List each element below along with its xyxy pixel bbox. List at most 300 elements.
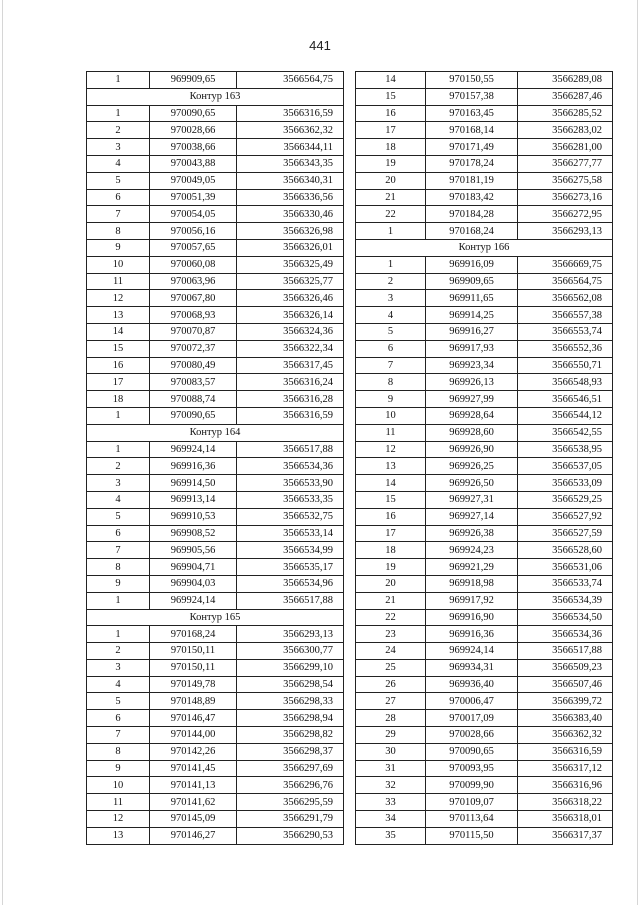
y-coordinate: 3566343,35 <box>237 155 344 172</box>
table-row <box>87 760 344 777</box>
coordinates-table-body <box>87 72 344 845</box>
x-coordinate: 970063,96 <box>150 273 237 290</box>
x-coordinate: 970080,49 <box>150 357 237 374</box>
y-coordinate: 3566316,59 <box>237 407 344 424</box>
y-coordinate: 3566330,46 <box>237 206 344 223</box>
y-coordinate: 3566552,36 <box>518 340 613 357</box>
point-number: 13 <box>356 458 426 475</box>
point-number: 3 <box>356 290 426 307</box>
x-coordinate: 970049,05 <box>150 172 237 189</box>
x-coordinate: 970067,80 <box>150 290 237 307</box>
point-number: 34 <box>356 811 426 828</box>
point-number: 3 <box>87 475 150 492</box>
point-number: 5 <box>87 508 150 525</box>
table-row <box>87 827 344 844</box>
x-coordinate: 970146,27 <box>150 827 237 844</box>
point-number: 3 <box>87 659 150 676</box>
x-coordinate: 969923,34 <box>426 357 518 374</box>
y-coordinate: 3566293,13 <box>237 626 344 643</box>
table-row <box>87 643 344 660</box>
table-row <box>356 525 613 542</box>
y-coordinate: 3566316,24 <box>237 374 344 391</box>
table-row <box>87 508 344 525</box>
table-row <box>87 710 344 727</box>
y-coordinate: 3566322,34 <box>237 340 344 357</box>
x-coordinate: 969928,64 <box>426 407 518 424</box>
point-number: 8 <box>87 743 150 760</box>
point-number: 28 <box>356 710 426 727</box>
x-coordinate: 969927,99 <box>426 391 518 408</box>
y-coordinate: 3566318,22 <box>518 794 613 811</box>
y-coordinate: 3566517,88 <box>237 592 344 609</box>
y-coordinate: 3566281,00 <box>518 139 613 156</box>
point-number: 27 <box>356 693 426 710</box>
y-coordinate: 3566564,75 <box>518 273 613 290</box>
table-row <box>87 441 344 458</box>
point-number: 15 <box>356 491 426 508</box>
table-row <box>356 155 613 172</box>
point-number: 4 <box>87 491 150 508</box>
table-row <box>87 491 344 508</box>
x-coordinate: 969909,65 <box>426 273 518 290</box>
point-number: 9 <box>87 575 150 592</box>
point-number: 16 <box>356 105 426 122</box>
contour-title-row <box>87 424 344 441</box>
table-row <box>87 693 344 710</box>
point-number: 31 <box>356 760 426 777</box>
x-coordinate: 970183,42 <box>426 189 518 206</box>
point-number: 5 <box>356 323 426 340</box>
table-row <box>356 206 613 223</box>
x-coordinate: 970093,95 <box>426 760 518 777</box>
x-coordinate: 970054,05 <box>150 206 237 223</box>
table-row <box>87 727 344 744</box>
y-coordinate: 3566531,06 <box>518 559 613 576</box>
x-coordinate: 969934,31 <box>426 659 518 676</box>
point-number: 21 <box>356 189 426 206</box>
y-coordinate: 3566326,98 <box>237 223 344 240</box>
table-row <box>356 223 613 240</box>
point-number: 23 <box>356 626 426 643</box>
x-coordinate: 970099,90 <box>426 777 518 794</box>
x-coordinate: 969926,25 <box>426 458 518 475</box>
y-coordinate: 3566289,08 <box>518 72 613 89</box>
point-number: 7 <box>356 357 426 374</box>
x-coordinate: 970178,24 <box>426 155 518 172</box>
y-coordinate: 3566553,74 <box>518 323 613 340</box>
x-coordinate: 970141,13 <box>150 777 237 794</box>
point-number: 12 <box>87 290 150 307</box>
point-number: 2 <box>356 273 426 290</box>
table-row <box>356 592 613 609</box>
point-number: 22 <box>356 206 426 223</box>
x-coordinate: 969927,14 <box>426 508 518 525</box>
x-coordinate: 969917,93 <box>426 340 518 357</box>
table-row <box>87 323 344 340</box>
table-row <box>87 189 344 206</box>
y-coordinate: 3566316,59 <box>237 105 344 122</box>
table-row <box>356 391 613 408</box>
point-number: 20 <box>356 172 426 189</box>
point-number: 22 <box>356 609 426 626</box>
x-coordinate: 969913,14 <box>150 491 237 508</box>
y-coordinate: 3566318,01 <box>518 811 613 828</box>
point-number: 5 <box>87 693 150 710</box>
table-row <box>356 659 613 676</box>
table-row <box>87 223 344 240</box>
page-number: 441 <box>309 38 331 53</box>
x-coordinate: 969924,14 <box>150 592 237 609</box>
point-number: 17 <box>87 374 150 391</box>
contour-title-row <box>87 88 344 105</box>
x-coordinate: 970090,65 <box>426 743 518 760</box>
y-coordinate: 3566325,49 <box>237 256 344 273</box>
table-row <box>87 206 344 223</box>
x-coordinate: 969917,92 <box>426 592 518 609</box>
table-row <box>87 777 344 794</box>
y-coordinate: 3566538,95 <box>518 441 613 458</box>
x-coordinate: 970088,74 <box>150 391 237 408</box>
y-coordinate: 3566537,05 <box>518 458 613 475</box>
point-number: 1 <box>356 256 426 273</box>
point-number: 2 <box>87 122 150 139</box>
y-coordinate: 3566324,36 <box>237 323 344 340</box>
table-row <box>87 72 344 89</box>
table-row <box>356 777 613 794</box>
table-row <box>356 407 613 424</box>
y-coordinate: 3566344,11 <box>237 139 344 156</box>
table-row <box>356 139 613 156</box>
x-coordinate: 970090,65 <box>150 407 237 424</box>
y-coordinate: 3566325,77 <box>237 273 344 290</box>
table-row <box>356 458 613 475</box>
contour-title: Контур 165 <box>87 609 344 626</box>
y-coordinate: 3566283,02 <box>518 122 613 139</box>
x-coordinate: 970141,45 <box>150 760 237 777</box>
table-row <box>356 559 613 576</box>
table-row <box>87 239 344 256</box>
point-number: 1 <box>87 626 150 643</box>
table-row <box>87 475 344 492</box>
point-number: 25 <box>356 659 426 676</box>
y-coordinate: 3566534,96 <box>237 575 344 592</box>
table-row <box>87 542 344 559</box>
table-row <box>87 256 344 273</box>
x-coordinate: 969936,40 <box>426 676 518 693</box>
x-coordinate: 969916,36 <box>150 458 237 475</box>
table-row <box>356 475 613 492</box>
y-coordinate: 3566544,12 <box>518 407 613 424</box>
point-number: 8 <box>87 559 150 576</box>
y-coordinate: 3566564,75 <box>237 72 344 89</box>
point-number: 8 <box>87 223 150 240</box>
x-coordinate: 969928,60 <box>426 424 518 441</box>
x-coordinate: 969916,09 <box>426 256 518 273</box>
y-coordinate: 3566300,77 <box>237 643 344 660</box>
x-coordinate: 970142,26 <box>150 743 237 760</box>
point-number: 18 <box>356 542 426 559</box>
x-coordinate: 970144,00 <box>150 727 237 744</box>
y-coordinate: 3566532,75 <box>237 508 344 525</box>
x-coordinate: 970168,14 <box>426 122 518 139</box>
y-coordinate: 3566316,59 <box>518 743 613 760</box>
x-coordinate: 970115,50 <box>426 827 518 844</box>
y-coordinate: 3566298,94 <box>237 710 344 727</box>
point-number: 14 <box>356 72 426 89</box>
y-coordinate: 3566534,36 <box>518 626 613 643</box>
point-number: 4 <box>356 307 426 324</box>
table-row <box>87 407 344 424</box>
table-row <box>87 357 344 374</box>
point-number: 8 <box>356 374 426 391</box>
y-coordinate: 3566317,12 <box>518 760 613 777</box>
point-number: 13 <box>87 307 150 324</box>
point-number: 11 <box>87 794 150 811</box>
y-coordinate: 3566533,14 <box>237 525 344 542</box>
y-coordinate: 3566295,59 <box>237 794 344 811</box>
point-number: 15 <box>356 88 426 105</box>
table-row <box>356 357 613 374</box>
point-number: 7 <box>87 206 150 223</box>
point-number: 4 <box>87 155 150 172</box>
x-coordinate: 970051,39 <box>150 189 237 206</box>
x-coordinate: 970113,64 <box>426 811 518 828</box>
y-coordinate: 3566557,38 <box>518 307 613 324</box>
y-coordinate: 3566562,08 <box>518 290 613 307</box>
point-number: 16 <box>356 508 426 525</box>
point-number: 17 <box>356 525 426 542</box>
table-row <box>356 508 613 525</box>
y-coordinate: 3566290,53 <box>237 827 344 844</box>
x-coordinate: 969921,29 <box>426 559 518 576</box>
y-coordinate: 3566273,16 <box>518 189 613 206</box>
contour-title: Контур 166 <box>356 239 613 256</box>
y-coordinate: 3566326,01 <box>237 239 344 256</box>
point-number: 18 <box>356 139 426 156</box>
y-coordinate: 3566275,58 <box>518 172 613 189</box>
x-coordinate: 970146,47 <box>150 710 237 727</box>
y-coordinate: 3566533,35 <box>237 491 344 508</box>
table-row <box>87 626 344 643</box>
y-coordinate: 3566297,69 <box>237 760 344 777</box>
y-coordinate: 3566272,95 <box>518 206 613 223</box>
point-number: 4 <box>87 676 150 693</box>
point-number: 14 <box>356 475 426 492</box>
point-number: 2 <box>87 643 150 660</box>
table-row <box>356 441 613 458</box>
x-coordinate: 969916,36 <box>426 626 518 643</box>
point-number: 19 <box>356 155 426 172</box>
point-number: 13 <box>87 827 150 844</box>
y-coordinate: 3566527,92 <box>518 508 613 525</box>
x-coordinate: 969904,03 <box>150 575 237 592</box>
x-coordinate: 970171,49 <box>426 139 518 156</box>
x-coordinate: 969904,71 <box>150 559 237 576</box>
point-number: 21 <box>356 592 426 609</box>
table-row <box>356 827 613 844</box>
y-coordinate: 3566528,60 <box>518 542 613 559</box>
y-coordinate: 3566548,93 <box>518 374 613 391</box>
x-coordinate: 970043,88 <box>150 155 237 172</box>
contour-title: Контур 164 <box>87 424 344 441</box>
point-number: 20 <box>356 575 426 592</box>
point-number: 33 <box>356 794 426 811</box>
table-row <box>356 643 613 660</box>
point-number: 26 <box>356 676 426 693</box>
table-row <box>356 743 613 760</box>
x-coordinate: 969905,56 <box>150 542 237 559</box>
y-coordinate: 3566298,37 <box>237 743 344 760</box>
y-coordinate: 3566298,54 <box>237 676 344 693</box>
table-row <box>87 811 344 828</box>
table-row <box>87 659 344 676</box>
point-number: 9 <box>87 239 150 256</box>
x-coordinate: 970038,66 <box>150 139 237 156</box>
table-row <box>87 458 344 475</box>
y-coordinate: 3566317,37 <box>518 827 613 844</box>
x-coordinate: 969926,90 <box>426 441 518 458</box>
x-coordinate: 969924,14 <box>426 643 518 660</box>
coordinates-table-left <box>86 71 344 845</box>
point-number: 14 <box>87 323 150 340</box>
y-coordinate: 3566317,45 <box>237 357 344 374</box>
x-coordinate: 969914,25 <box>426 307 518 324</box>
y-coordinate: 3566298,82 <box>237 727 344 744</box>
table-row <box>356 273 613 290</box>
point-number: 19 <box>356 559 426 576</box>
table-row <box>356 374 613 391</box>
table-row <box>356 256 613 273</box>
point-number: 10 <box>87 256 150 273</box>
x-coordinate: 970149,78 <box>150 676 237 693</box>
y-coordinate: 3566383,40 <box>518 710 613 727</box>
table-row <box>356 122 613 139</box>
x-coordinate: 970060,08 <box>150 256 237 273</box>
table-row <box>87 743 344 760</box>
point-number: 12 <box>356 441 426 458</box>
point-number: 17 <box>356 122 426 139</box>
y-coordinate: 3566535,17 <box>237 559 344 576</box>
x-coordinate: 969924,14 <box>150 441 237 458</box>
y-coordinate: 3566533,09 <box>518 475 613 492</box>
y-coordinate: 3566293,13 <box>518 223 613 240</box>
y-coordinate: 3566534,39 <box>518 592 613 609</box>
point-number: 11 <box>356 424 426 441</box>
x-coordinate: 970017,09 <box>426 710 518 727</box>
point-number: 1 <box>87 441 150 458</box>
table-row <box>87 340 344 357</box>
x-coordinate: 969924,23 <box>426 542 518 559</box>
y-coordinate: 3566546,51 <box>518 391 613 408</box>
table-row <box>87 374 344 391</box>
y-coordinate: 3566533,74 <box>518 575 613 592</box>
y-coordinate: 3566336,56 <box>237 189 344 206</box>
point-number: 1 <box>87 72 150 89</box>
table-row <box>356 575 613 592</box>
x-coordinate: 970150,11 <box>150 659 237 676</box>
point-number: 29 <box>356 727 426 744</box>
x-coordinate: 969926,50 <box>426 475 518 492</box>
x-coordinate: 970109,07 <box>426 794 518 811</box>
table-row <box>356 676 613 693</box>
x-coordinate: 969927,31 <box>426 491 518 508</box>
point-number: 7 <box>87 542 150 559</box>
x-coordinate: 970168,24 <box>150 626 237 643</box>
table-row <box>87 592 344 609</box>
y-coordinate: 3566527,59 <box>518 525 613 542</box>
x-coordinate: 970184,28 <box>426 206 518 223</box>
table-row <box>87 139 344 156</box>
table-row <box>356 794 613 811</box>
table-row <box>87 155 344 172</box>
x-coordinate: 970057,65 <box>150 239 237 256</box>
x-coordinate: 970028,66 <box>150 122 237 139</box>
y-coordinate: 3566550,71 <box>518 357 613 374</box>
y-coordinate: 3566534,36 <box>237 458 344 475</box>
table-row <box>356 323 613 340</box>
y-coordinate: 3566507,46 <box>518 676 613 693</box>
table-row <box>356 727 613 744</box>
x-coordinate: 970168,24 <box>426 223 518 240</box>
table-row <box>356 542 613 559</box>
scan-edge-right <box>637 0 638 905</box>
y-coordinate: 3566285,52 <box>518 105 613 122</box>
table-row <box>87 307 344 324</box>
y-coordinate: 3566316,28 <box>237 391 344 408</box>
y-coordinate: 3566509,23 <box>518 659 613 676</box>
table-row <box>356 424 613 441</box>
table-row <box>87 172 344 189</box>
y-coordinate: 3566340,31 <box>237 172 344 189</box>
point-number: 9 <box>87 760 150 777</box>
point-number: 6 <box>356 340 426 357</box>
x-coordinate: 970141,62 <box>150 794 237 811</box>
table-row <box>356 105 613 122</box>
table-row <box>87 105 344 122</box>
x-coordinate: 970083,57 <box>150 374 237 391</box>
x-coordinate: 970163,45 <box>426 105 518 122</box>
x-coordinate: 969916,90 <box>426 609 518 626</box>
table-row <box>356 710 613 727</box>
table-row <box>356 340 613 357</box>
point-number: 1 <box>87 592 150 609</box>
point-number: 12 <box>87 811 150 828</box>
point-number: 16 <box>87 357 150 374</box>
y-coordinate: 3566277,77 <box>518 155 613 172</box>
y-coordinate: 3566533,90 <box>237 475 344 492</box>
point-number: 6 <box>87 525 150 542</box>
table-row <box>356 626 613 643</box>
x-coordinate: 969918,98 <box>426 575 518 592</box>
x-coordinate: 970181,19 <box>426 172 518 189</box>
point-number: 1 <box>87 407 150 424</box>
x-coordinate: 969926,13 <box>426 374 518 391</box>
y-coordinate: 3566669,75 <box>518 256 613 273</box>
table-row <box>87 391 344 408</box>
table-row <box>356 811 613 828</box>
table-row <box>356 189 613 206</box>
table-row <box>356 491 613 508</box>
x-coordinate: 970056,16 <box>150 223 237 240</box>
point-number: 7 <box>87 727 150 744</box>
point-number: 15 <box>87 340 150 357</box>
x-coordinate: 970090,65 <box>150 105 237 122</box>
table-row <box>356 760 613 777</box>
table-row <box>87 559 344 576</box>
x-coordinate: 970148,89 <box>150 693 237 710</box>
x-coordinate: 969910,53 <box>150 508 237 525</box>
point-number: 10 <box>356 407 426 424</box>
